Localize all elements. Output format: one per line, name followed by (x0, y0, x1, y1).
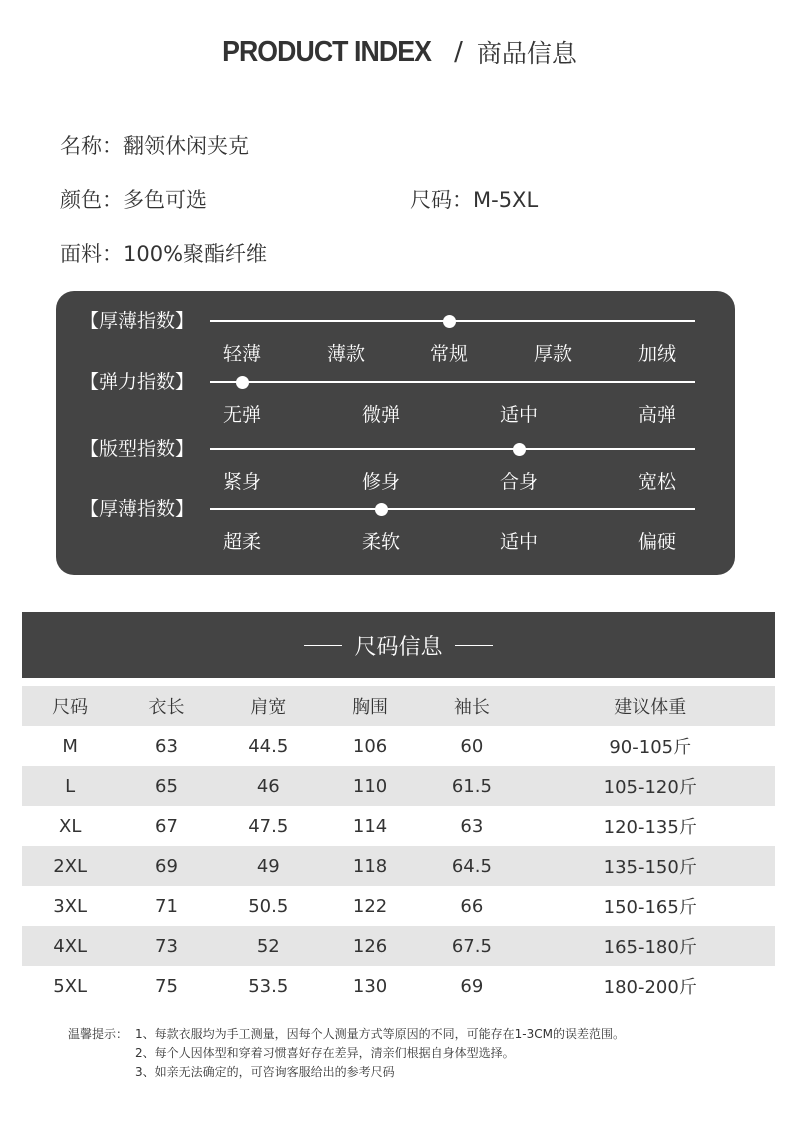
table-cell: 61.5 (451, 775, 492, 797)
index-marker-0 (443, 315, 456, 328)
table-cell: 63 (460, 815, 484, 837)
size-header-cell: 肩宽 (215, 686, 322, 726)
header-title-cn: 商品信息 (476, 39, 577, 68)
table-row (22, 966, 775, 1006)
index-track-2 (210, 448, 695, 450)
index-label-0: 【厚薄指数】 (80, 310, 195, 332)
product-name: 名称：翻领休闲夹克 (60, 134, 249, 158)
table-row (22, 886, 775, 926)
index-marker-2 (513, 443, 526, 456)
size-section-title: 尺码信息 (354, 634, 443, 660)
note-item-2: 2、每个人因体型和穿着习惯喜好存在差异，清亲们根据自身体型选择。 (135, 1046, 515, 1060)
table-cell: 65 (155, 775, 178, 797)
note-line-3 (68, 1063, 625, 1082)
table-cell: 52 (256, 935, 280, 957)
table-cell: 135-150斤 (603, 857, 697, 878)
index-marker-1 (236, 376, 249, 389)
index-label-2: 【版型指数】 (80, 438, 195, 460)
table-cell: 71 (155, 895, 178, 917)
table-cell: 44.5 (248, 735, 289, 757)
table-cell: 63 (155, 735, 178, 757)
size-table-header (22, 686, 775, 726)
note-line-2 (68, 1044, 625, 1063)
table-cell: 53.5 (248, 975, 289, 997)
table-cell: 122 (352, 895, 388, 917)
note-line-1 (68, 1025, 625, 1044)
table-cell: 2XL (53, 855, 88, 877)
size-header-cell: 袖长 (418, 686, 525, 726)
notes-label: 温馨提示： (68, 1027, 129, 1041)
notes (68, 1025, 625, 1082)
table-cell: 3XL (53, 895, 88, 917)
table-cell: 114 (352, 815, 388, 837)
table-cell: XL (58, 815, 82, 837)
index-option-2-3: 宽松 (637, 471, 677, 493)
index-option-3-3: 偏硬 (637, 531, 677, 553)
index-option-1-2: 适中 (499, 404, 539, 426)
table-cell: 4XL (53, 935, 88, 957)
table-cell: 60 (460, 735, 484, 757)
table-cell: L (65, 775, 76, 797)
index-option-1-1: 微弹 (361, 404, 401, 426)
table-cell: 106 (352, 735, 388, 757)
size-header-cell: 胸围 (322, 686, 418, 726)
table-cell: 90-105斤 (609, 737, 692, 758)
product-fabric: 面料：100%聚酯纤维 (60, 242, 268, 266)
index-option-2-0: 紧身 (222, 471, 262, 493)
table-cell: 49 (256, 855, 280, 877)
index-option-2-2: 合身 (499, 471, 539, 493)
table-cell: 130 (352, 975, 388, 997)
table-cell: 105-120斤 (603, 777, 697, 798)
size-header-cell: 尺码 (22, 686, 118, 726)
table-row (22, 806, 775, 846)
size-section-banner (22, 612, 775, 678)
table-row (22, 766, 775, 806)
index-option-3-0: 超柔 (222, 531, 262, 553)
index-label-3: 【厚薄指数】 (80, 498, 195, 520)
table-cell: 110 (352, 775, 388, 797)
index-option-0-0: 轻薄 (222, 343, 262, 365)
table-cell: 75 (155, 975, 178, 997)
banner-dash-right (455, 645, 493, 646)
index-option-0-3: 厚款 (533, 343, 573, 365)
product-color: 颜色：多色可选 (60, 188, 207, 212)
product-size-range: 尺码：M-5XL (410, 188, 539, 212)
table-cell: 47.5 (248, 815, 289, 837)
table-cell: 165-180斤 (603, 937, 697, 958)
header-separator: / (454, 37, 463, 67)
index-marker-3 (375, 503, 388, 516)
table-cell: 150-165斤 (603, 897, 697, 918)
table-cell: 5XL (53, 975, 88, 997)
table-cell: 66 (460, 895, 484, 917)
index-option-0-4: 加绒 (637, 343, 677, 365)
note-item-1: 1、每款衣服均为手工测量，因每个人测量方式等原因的不同，可能存在1-3CM的误差范围。 (135, 1027, 625, 1041)
table-cell: 126 (352, 935, 388, 957)
note-item-3: 3、如亲无法确定的，可咨询客服给出的参考尺码 (135, 1065, 395, 1079)
index-option-2-1: 修身 (361, 471, 401, 493)
index-label-1: 【弹力指数】 (80, 371, 195, 393)
index-option-0-1: 薄款 (326, 343, 366, 365)
table-cell: 46 (256, 775, 280, 797)
table-row (22, 926, 775, 966)
table-cell: 118 (352, 855, 388, 877)
index-panel (56, 291, 735, 575)
index-option-3-2: 适中 (499, 531, 539, 553)
table-cell: 69 (460, 975, 484, 997)
page-header (0, 34, 790, 74)
table-row (22, 726, 775, 766)
index-track-1 (210, 381, 695, 383)
index-option-1-0: 无弹 (222, 404, 262, 426)
index-option-0-2: 常规 (429, 343, 469, 365)
table-cell: 69 (155, 855, 178, 877)
index-option-3-1: 柔软 (361, 531, 401, 553)
table-cell: 180-200斤 (603, 977, 697, 998)
banner-dash-left (304, 645, 342, 646)
table-cell: 73 (155, 935, 178, 957)
table-cell: 64.5 (451, 855, 492, 877)
table-cell: M (62, 735, 78, 757)
size-header-cell: 建议体重 (525, 686, 775, 726)
index-option-1-3: 高弹 (637, 404, 677, 426)
size-header-cell: 衣长 (118, 686, 214, 726)
size-table (22, 686, 775, 1006)
header-title-en: PRODUCT INDEX (222, 35, 432, 68)
table-cell: 50.5 (248, 895, 289, 917)
table-cell: 67.5 (451, 935, 492, 957)
table-cell: 120-135斤 (603, 817, 697, 838)
table-row (22, 846, 775, 886)
index-track-3 (210, 508, 695, 510)
table-cell: 67 (155, 815, 178, 837)
